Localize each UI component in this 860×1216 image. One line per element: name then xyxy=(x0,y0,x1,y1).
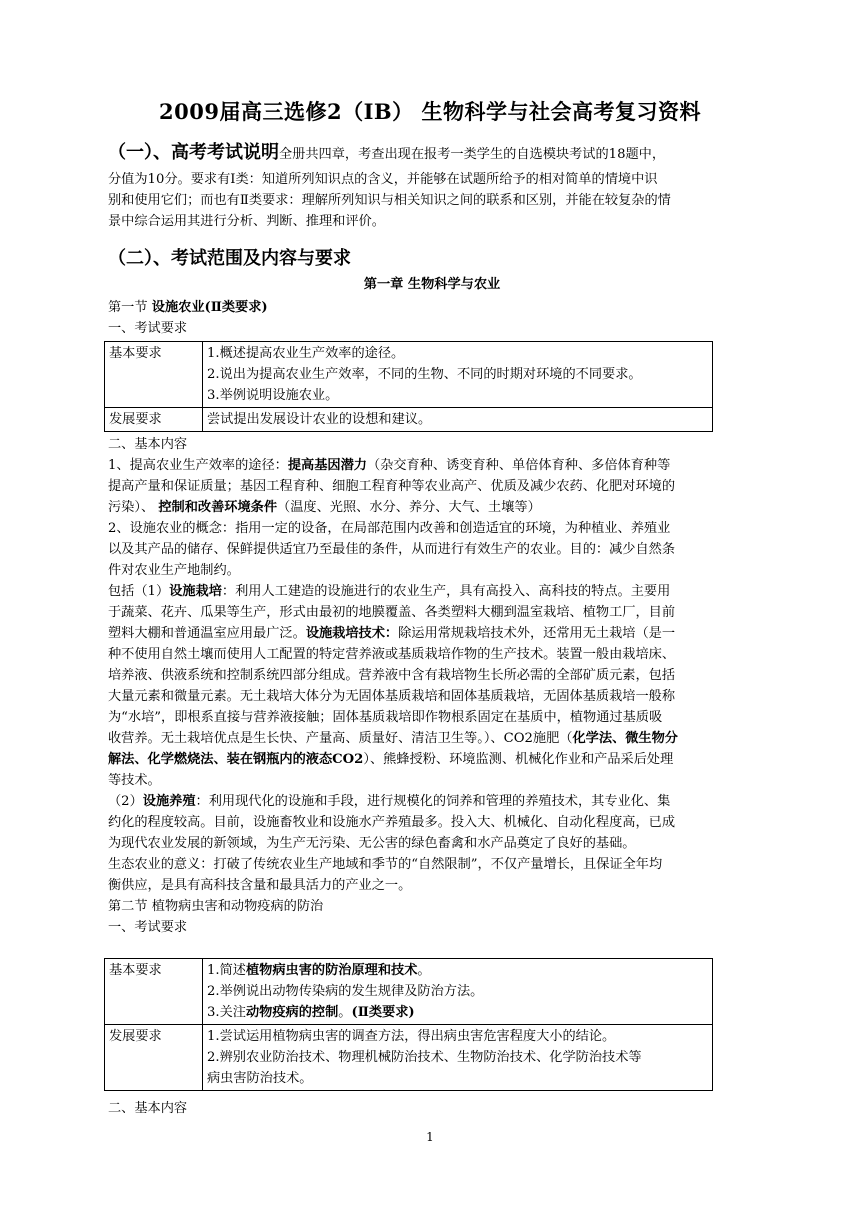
section2-title: 第二节 植物病虫害和动物疫病的防治 xyxy=(108,899,324,914)
table-row xyxy=(105,408,713,432)
paragraph-line: 景中综合运用其进行分析、判断、推理和评价。 xyxy=(108,214,385,229)
section1-requirements-table xyxy=(104,341,713,432)
dev-req-label: 发展要求 xyxy=(105,1025,203,1091)
dev-req-content xyxy=(203,408,713,432)
exam-description-heading: （一）、高考考试说明 xyxy=(108,142,279,163)
p5-line: 衡供应，是具有高科技含量和最具活力的产业之一。 xyxy=(108,878,412,893)
req-item: 病虫害防治技术。 xyxy=(207,1071,313,1086)
p3-line: 于蔬菜、花卉、瓜果等生产，形式由最初的地膜覆盖、各类塑料大棚到温室栽培、植物工厂，目前 xyxy=(108,605,676,620)
basic-req-content xyxy=(203,959,713,1025)
content-heading: 二、基本内容 xyxy=(108,437,188,452)
p4-text: （2） xyxy=(108,794,143,809)
req-bold: 动物疫病的控制 xyxy=(245,1005,339,1020)
section1-content xyxy=(108,434,756,938)
p1-bold: 提高基因潜力 xyxy=(287,458,367,473)
section1-header xyxy=(108,297,756,339)
p1-line: 提高产量和保证质量；基因工程育种、细胞工程育种等农业高产、优质及减少农药、化肥对环境的 xyxy=(108,479,676,494)
req-text: 1.简述 xyxy=(207,963,246,978)
p3-line: 等技术。 xyxy=(108,773,161,788)
req-item: 2.说出为提高农业生产效率，不同的生物、不同的时期对环境的不同要求。 xyxy=(207,367,642,382)
table-row xyxy=(105,959,713,1025)
content-heading: 二、基本内容 xyxy=(108,1101,188,1116)
p3-text: 包括（1） xyxy=(108,584,170,599)
p1-bold: 控制和改善环境条件 xyxy=(158,500,278,515)
scope-heading: （二）、考试范围及内容与要求 xyxy=(108,248,351,269)
p3-bold: 解法、化学燃烧法、装在钢瓶内的液态CO2 xyxy=(108,752,364,767)
req-item: 2.举例说出动物传染病的发生规律及防治方法。 xyxy=(207,984,484,999)
req-item: 1.尝试运用植物病虫害的调查方法，得出病虫害危害程度大小的结论。 xyxy=(207,1029,616,1044)
section1-title-bold: 设施农业(Ⅱ类要求) xyxy=(151,300,268,315)
p1-text: 1、提高农业生产效率的途径： xyxy=(108,458,288,473)
p2-line: 2、设施农业的概念：指用一定的设备，在局部范围内改善和创造适宜的环境，为种植业、养殖业 xyxy=(108,521,671,536)
p1-text: （温度、光照、水分、养分、大气、土壤等） xyxy=(277,500,541,515)
p3-text: ：利用人工建造的设施进行的农业生产，具有高投入、高科技的特点。主要用 xyxy=(221,584,671,599)
dev-req-label: 发展要求 xyxy=(105,408,203,432)
p3-line: 培养液、供液系统和控制系统四部分组成。营养液中含有栽培物生长所必需的全部矿质元素，包括 xyxy=(108,668,676,683)
p3-bold: 设施栽培技术： xyxy=(305,626,399,641)
p1-text: 污染）、 xyxy=(108,500,159,515)
basic-req-label: 基本要求 xyxy=(105,959,203,1025)
paragraph-line: 分值为10分。要求有Ⅰ类：知道所列知识点的含义，并能够在试题所给予的相对简单的情境中识 xyxy=(108,172,658,187)
req-bold: (Ⅱ类要求) xyxy=(351,1005,415,1020)
req-item: 2.辨别农业防治技术、物理机械防治技术、生物防治技术、化学防治技术等 xyxy=(207,1050,642,1065)
p3-bold: 设施栽培 xyxy=(169,584,222,599)
req-text: 。 xyxy=(338,1005,352,1020)
p3-text: ）、熊蜂授粉、环境监测、机械化作业和产品采后处理 xyxy=(363,752,674,767)
basic-req-content xyxy=(203,342,713,408)
req-item: 尝试提出发展设计农业的设想和建议。 xyxy=(207,412,432,427)
table-row xyxy=(105,1025,713,1091)
exam-description-section xyxy=(108,140,756,232)
p4-line: 约化的程度较高。目前，设施畜牧业和设施水产养殖最多。投入大、机械化、自动化程度高，已成 xyxy=(108,815,676,830)
paragraph-line: 别和使用它们；而也有Ⅱ类要求：理解所列知识与相关知识之间的联系和区别，并能在较复杂的情 xyxy=(108,193,671,208)
req-bold: 植物病虫害的防治原理和技术 xyxy=(245,963,418,978)
section2-content xyxy=(108,1098,756,1119)
p3-text: 塑料大棚和普通温室应用最广泛。 xyxy=(108,626,306,641)
section1-title-plain: 第一节 xyxy=(108,300,152,315)
p3-text: 除运用常规栽培技术外，还常用无土栽培（是一 xyxy=(398,626,676,641)
basic-req-label: 基本要求 xyxy=(105,342,203,408)
section2-req-heading: 一、考试要求 xyxy=(108,920,188,935)
p3-line: 大量元素和微量元素。无土栽培大体分为无固体基质栽培和固体基质栽培，无固体基质栽培一般称 xyxy=(108,689,676,704)
req-text: 3.关注 xyxy=(207,1005,246,1020)
p2-line: 以及其产品的储存、保鲜提供适宜乃至最佳的条件，从而进行有效生产的农业。目的：减少自然条 xyxy=(108,542,676,557)
page-number: 1 xyxy=(426,1130,434,1144)
req-item: 3.举例说明设施农业。 xyxy=(207,388,339,403)
table-row xyxy=(105,342,713,408)
p3-text: 收营养。无土栽培优点是生长快、产量高、质量好、清洁卫生等。）、CO2施肥（ xyxy=(108,731,573,746)
document-title: 2009届高三选修2（IB） 生物科学与社会高考复习资料 xyxy=(159,99,701,124)
p3-line: 为“水培”，即根系直接与营养液接触；固体基质栽培即作物根系固定在基质中，植物通过基质吸 xyxy=(108,710,663,725)
p4-line: 为现代农业发展的新领域，为生产无污染、无公害的绿色畜禽和水产品奠定了良好的基础。 xyxy=(108,836,636,851)
section1-req-heading: 一、考试要求 xyxy=(108,321,188,336)
p4-bold: 设施养殖 xyxy=(142,794,196,809)
req-item: 1.概述提高农业生产效率的途径。 xyxy=(207,346,405,361)
p5-line: 生态农业的意义：打破了传统农业生产地域和季节的“自然限制”，不仅产量增长，且保证全年均 xyxy=(108,857,663,872)
p3-line: 种不使用自然土壤而使用人工配置的特定营养液或基质栽培作物的生产技术。装置一般由栽培床、 xyxy=(108,647,676,662)
section2-requirements-table xyxy=(104,958,713,1091)
dev-req-content xyxy=(203,1025,713,1091)
p2-line: 件对农业生产地制约。 xyxy=(108,563,240,578)
p1-text: （杂交育种、诱变育种、单倍体育种、多倍体育种等 xyxy=(366,458,671,473)
p3-bold: 化学法、微生物分 xyxy=(572,731,678,746)
scope-section xyxy=(108,246,756,272)
exam-description-first-line: 全册共四章，考查出现在报考一类学生的自选模块考试的18题中， xyxy=(279,147,666,162)
p4-text: ：利用现代化的设施和手段，进行规模化的饲养和管理的养殖技术，其专业化、集 xyxy=(195,794,671,809)
req-text: 。 xyxy=(417,963,431,978)
chapter-title: 第一章 生物科学与农业 xyxy=(363,277,501,292)
